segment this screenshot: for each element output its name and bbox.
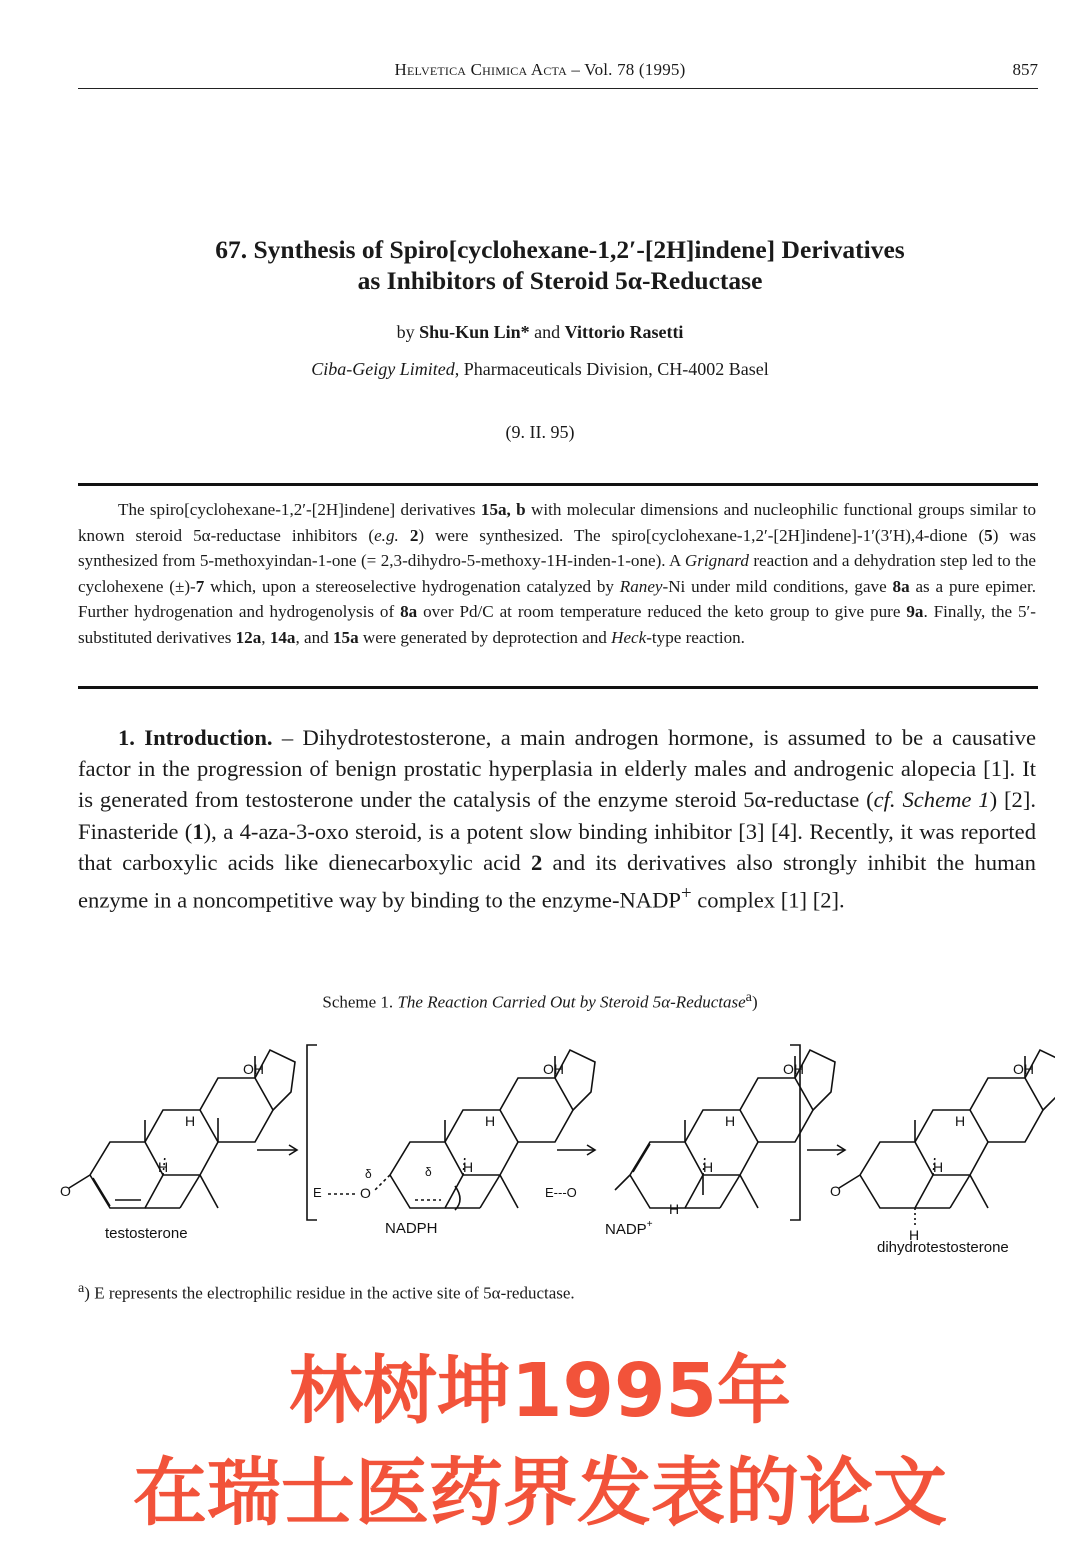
abstract-text: ) were synthesized. The spiro[cyclohexane-1,2′-[2H]indene]-1′(3′H),4-dione ( (418, 525, 985, 545)
abstract-text: The spiro[cyclohexane-1,2′-[2H]indene] derivatives (118, 500, 481, 519)
abstract-text: which, upon a stereoselective hydrogenation catalyzed by (204, 576, 620, 596)
journal-name: Helvetica Chimica Acta (394, 60, 567, 79)
intro-text: ) [2]. Finasteride ( (78, 787, 1036, 844)
hydrogen-label: H (933, 1159, 944, 1175)
scheme-label: Scheme 1. (322, 992, 398, 1012)
scheme-footnote-mark: a (745, 989, 752, 1005)
intro-text: – Dihydrotestosterone, a main androgen hormone, is assumed to be a causative factor in the progression of benign prostatic hyperplasia in elderly males and androgenic alopecia [1]. It is generated from testosterone under the catalysis of the enzyme steroid 5α-reductase ( (78, 725, 1036, 813)
hydroxyl-label: OH (543, 1061, 564, 1077)
hydroxyl-label: OH (783, 1061, 804, 1077)
dihydrotestosterone-structure (830, 1050, 1055, 1256)
footnote-mark: a (78, 1280, 85, 1296)
intro-italic: cf. Scheme 1 (873, 787, 990, 813)
overlay-caption-line-2: 在瑞士医药界发表的论文 (133, 1450, 947, 1536)
reaction-arrow (807, 1145, 845, 1155)
reaction-arrow (257, 1145, 297, 1155)
received-date: (9. II. 95) (505, 422, 575, 442)
abstract-bottom-rule (78, 686, 1038, 689)
abstract-italic: Grignard (684, 551, 749, 571)
compound-ref: 15a, b (480, 500, 526, 519)
scheme-title: The Reaction Carried Out by Steroid 5α-Reductase (397, 992, 746, 1012)
running-header (0, 60, 1080, 80)
byline-prefix: by (396, 322, 420, 342)
electrophile-label: E (313, 1185, 322, 1200)
title-line-1: 67. Synthesis of Spiro[cyclohexane-1,2′-[2H]indene] Derivatives (215, 235, 905, 264)
paper-title (60, 234, 1060, 296)
compound-ref: 7 (195, 576, 205, 596)
compound-ref: 12a (235, 627, 262, 647)
dihydrotestosterone-label: dihydrotestosterone (877, 1239, 1009, 1256)
abstract-text: -type reaction. (646, 627, 745, 647)
introduction-paragraph (78, 722, 1036, 916)
abstract-text: . Finally, the 5′-substituted derivatives (78, 602, 1036, 647)
footnote-text: ) E represents the electrophilic residue in the active site of 5α-reductase. (84, 1283, 575, 1303)
hydrogen-label: H (463, 1159, 474, 1175)
hydrogen-label: H (909, 1227, 920, 1243)
oxygen-label: O (60, 1183, 71, 1199)
author-2: Vittorio Rasetti (564, 322, 684, 342)
nadph-label: NADPH (385, 1220, 438, 1237)
compound-ref: 14a (269, 627, 296, 647)
abstract-text: , (261, 627, 270, 647)
byline (0, 322, 1080, 343)
hydrogen-label: H (955, 1113, 966, 1129)
author-1: Shu-Kun Lin* (419, 322, 530, 342)
intro-text: and its derivatives also strongly inhibit the human enzyme in a noncompetitive way by binding to the enzyme-NADP (78, 849, 1036, 913)
abstract-text: ) was synthesized from 5-methoxyindan-1-one (= 2,3-dihydro-5-methoxy-1H-inden-1-one). A (78, 525, 1036, 571)
reaction-scheme (55, 1030, 1055, 1260)
hydrogen-label: H (185, 1113, 196, 1129)
section-heading: 1. Introduction. (118, 725, 273, 750)
title-line-2: as Inhibitors of Steroid 5α-Reductase (357, 266, 763, 295)
compound-ref: 8a (400, 602, 418, 622)
electrophile-oxygen-label: E---O (545, 1185, 577, 1200)
hydrogen-label: H (669, 1201, 680, 1217)
reaction-arrow (557, 1145, 595, 1155)
delta-minus-label: δ (365, 1167, 372, 1181)
byline-and: and (529, 322, 565, 342)
testosterone-label: testosterone (105, 1225, 188, 1242)
hydrogen-label: H (725, 1113, 736, 1129)
nadp-label: NADP+ (605, 1219, 653, 1238)
oxygen-label: O (830, 1183, 841, 1199)
abstract-text: , and (295, 627, 333, 647)
scheme-caption (0, 989, 1080, 1013)
abstract-italic: Heck (611, 627, 647, 647)
scheme-footnote (78, 1280, 575, 1304)
abstract-text: -Ni under mild conditions, gave (662, 576, 893, 596)
hydrogen-label: H (485, 1113, 496, 1129)
testosterone-structure (60, 1050, 295, 1242)
abstract-text: were generated by deprotection and (358, 627, 612, 647)
hydrogen-label: H (703, 1159, 714, 1175)
compound-ref: 2 (530, 849, 543, 875)
page-number: 857 (1012, 60, 1038, 79)
compound-ref: 2 (409, 525, 419, 545)
compound-ref: 9a (906, 602, 924, 622)
compound-ref: 8a (892, 576, 910, 596)
hydroxyl-label: OH (1013, 1061, 1034, 1077)
abstract-text: as a pure epimer. Further hydrogenation and hydrogenolysis of (78, 576, 1036, 622)
affiliation (0, 359, 1080, 380)
superscript: + (680, 883, 692, 905)
compound-ref: 15a (332, 627, 359, 647)
abstract-text: with molecular dimensions and nucleophilic functional groups similar to known steroid 5α-reductase inhibitors ( (78, 500, 1037, 545)
affiliation-rest: , Pharmaceuticals Division, CH-4002 Basel (454, 359, 769, 379)
journal-volume: – Vol. 78 (1995) (566, 60, 686, 79)
intro-text: complex [1] [2]. (691, 887, 845, 913)
abstract-text: reaction and a dehydration step led to the cyclohexene (±)- (78, 551, 1036, 596)
abstract-italic: Raney (619, 576, 663, 596)
enolate-intermediate-structure (360, 1050, 595, 1237)
overlay-caption-line-1: 林树坤1995年 (289, 1348, 791, 1434)
scheme-caption-close: ) (751, 992, 758, 1012)
abstract-italic: e.g. (374, 525, 399, 545)
compound-ref: 1 (192, 818, 204, 844)
oxygen-label: O (360, 1185, 371, 1201)
intro-text: ), a 4-aza-3-oxo steroid, is a potent slow binding inhibitor [3] [4]. Recently, it was reported that carboxylic acids like dienecarboxylic acid (78, 818, 1036, 875)
hydroxyl-label: OH (243, 1061, 264, 1077)
compound-ref: 5 (984, 525, 993, 545)
hydrogen-label: H (158, 1159, 169, 1175)
abstract-text: over Pd/C at room temperature reduced the keto group to give pure (417, 602, 907, 622)
affiliation-company: Ciba-Geigy Limited (311, 359, 455, 379)
header-divider (78, 88, 1038, 89)
abstract-top-rule (78, 483, 1038, 486)
abstract (78, 497, 1036, 651)
delta-plus-label: δ (425, 1165, 432, 1179)
abstract-text (399, 526, 410, 545)
